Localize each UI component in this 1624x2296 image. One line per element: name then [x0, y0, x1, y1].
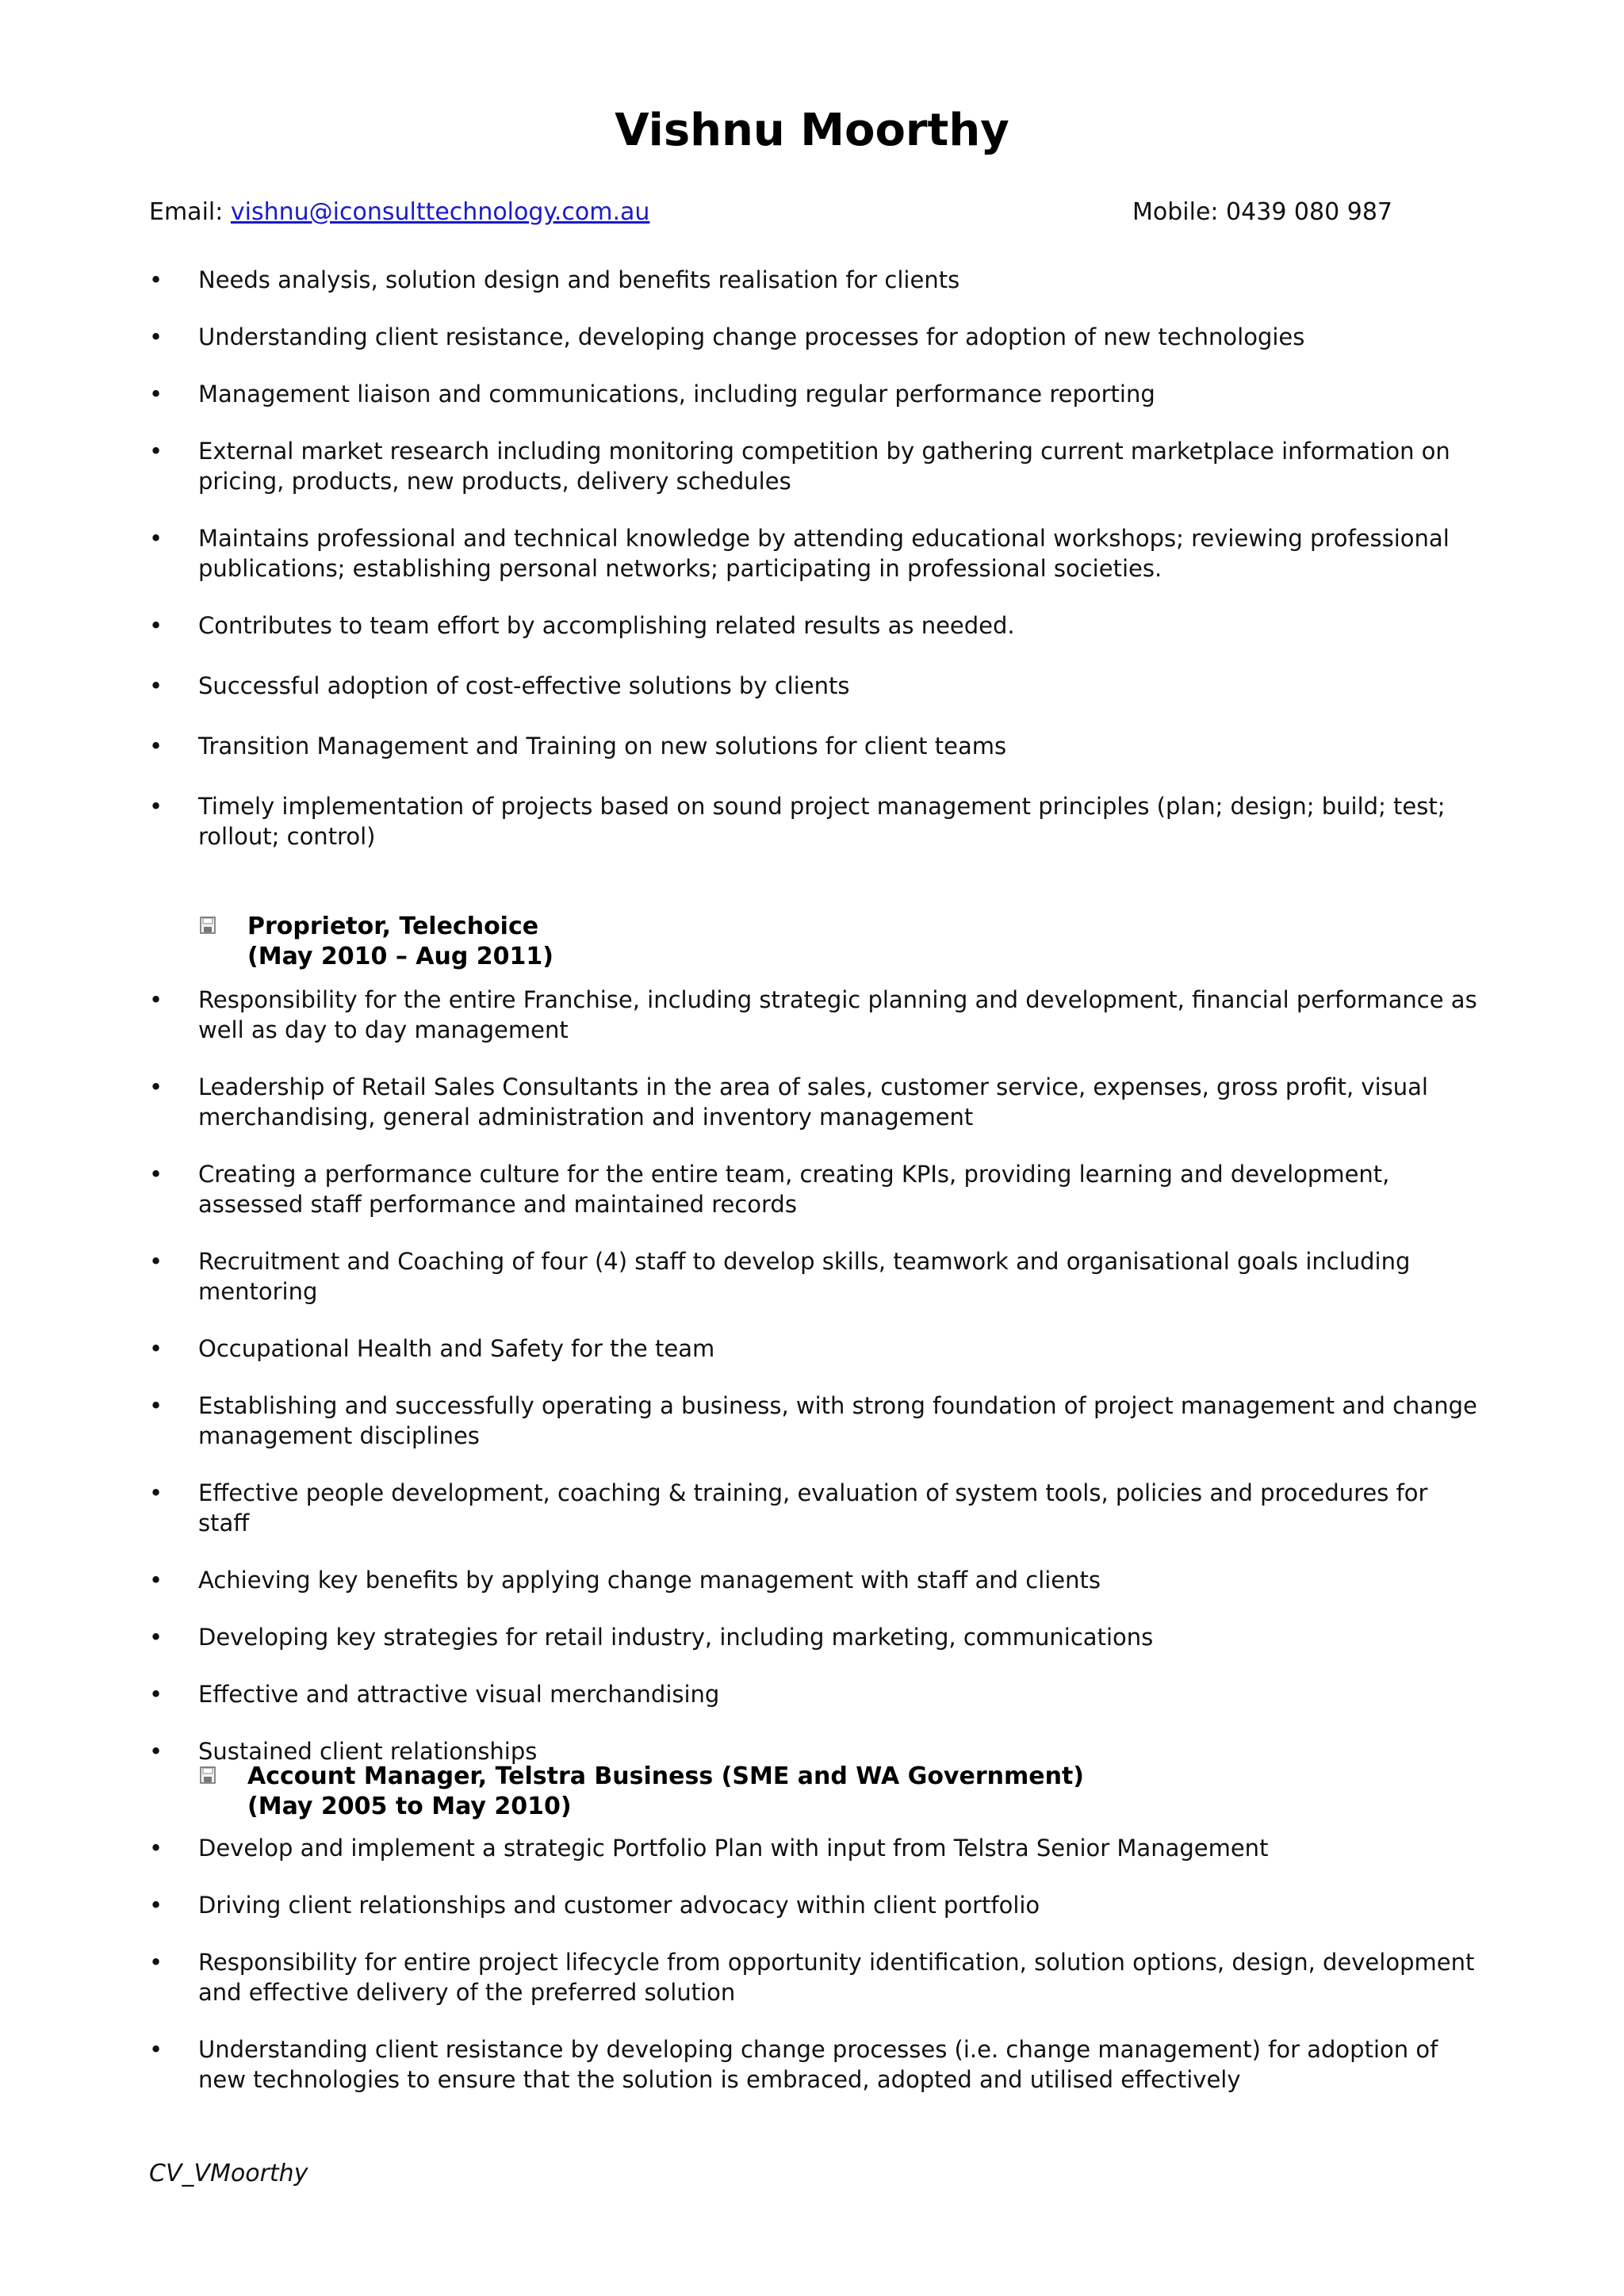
bullet-icon: •: [149, 381, 163, 408]
list-item-text: Developing key strategies for retail industry, including marketing, communications: [198, 1624, 1154, 1651]
bullet-icon: •: [149, 266, 163, 293]
list-item: [149, 1947, 1481, 2007]
mobile-number: Mobile: 0439 080 987: [1132, 198, 1392, 226]
list-item-text: External market research including monitoring competition by gathering current marketplace information on pricing, products, new products, delivery schedules: [198, 438, 1450, 495]
list-item: [149, 1334, 1481, 1364]
email-link[interactable]: vishnu@iconsulttechnology.com.au: [230, 198, 650, 226]
bullet-icon: •: [149, 1681, 163, 1708]
list-item-text: Develop and implement a strategic Portfolio Plan with input from Telstra Senior Management: [198, 1835, 1269, 1862]
list-item-text: Understanding client resistance by developing change processes (i.e. change management) for adoption of new technologies to ensure that the solution is embraced, adopted and utilised effectively: [198, 2036, 1438, 2093]
floppy-disk-icon: [200, 916, 216, 934]
list-item: [149, 1565, 1481, 1595]
bullet-icon: •: [149, 1248, 163, 1275]
bullet-icon: •: [149, 1479, 163, 1506]
list-item-text: Effective and attractive visual merchandising: [198, 1681, 720, 1708]
floppy-disk-icon: [200, 1766, 216, 1784]
list-item: [149, 731, 1481, 761]
bullet-icon: •: [149, 525, 163, 552]
list-item-text: Responsibility for entire project lifecycle from opportunity identification, solution options, design, development and effective delivery of the preferred solution: [198, 1949, 1475, 2006]
list-item-text: Establishing and successfully operating a business, with strong foundation of project management and change management disciplines: [198, 1392, 1477, 1449]
bullet-icon: •: [149, 2036, 163, 2063]
list-item-text: Effective people development, coaching & training, evaluation of system tools, policies and procedures for staff: [198, 1479, 1428, 1536]
bullet-icon: •: [149, 1161, 163, 1188]
list-item: [149, 379, 1481, 409]
bullet-icon: •: [149, 986, 163, 1013]
summary-bullet-list: [149, 265, 1481, 878]
list-item: [149, 985, 1481, 1045]
bullet-icon: •: [149, 733, 163, 760]
list-item-text: Understanding client resistance, developing change processes for adoption of new technologies: [198, 323, 1305, 350]
bullet-icon: •: [149, 1949, 163, 1976]
bullet-icon: •: [149, 1567, 163, 1594]
list-item: [149, 265, 1481, 295]
bullet-icon: •: [149, 438, 163, 465]
role-period: (May 2010 – Aug 2011): [247, 943, 553, 970]
role-title-block: [247, 912, 553, 972]
list-item-text: Successful adoption of cost-effective solutions by clients: [198, 672, 850, 699]
list-item-text: Timely implementation of projects based on sound project management principles (plan; design; build; test; rollout; control): [198, 793, 1446, 850]
list-item: [149, 1246, 1481, 1307]
list-item: [149, 1478, 1481, 1538]
list-item-text: Achieving key benefits by applying change management with staff and clients: [198, 1567, 1101, 1594]
list-item: [149, 791, 1481, 851]
telstra-bullet-list: [149, 1833, 1481, 2122]
bullet-icon: •: [149, 672, 163, 699]
list-item-text: Responsibility for the entire Franchise, including strategic planning and development, financial performance as well as day to day management: [198, 986, 1477, 1043]
list-item: [149, 2034, 1481, 2095]
bullet-icon: •: [149, 1892, 163, 1919]
bullet-icon: •: [149, 1835, 163, 1862]
bullet-icon: •: [149, 1335, 163, 1362]
email-row: [149, 197, 649, 228]
list-item-text: Recruitment and Coaching of four (4) staff to develop skills, teamwork and organisational goals including mentoring: [198, 1248, 1411, 1305]
bullet-icon: •: [149, 793, 163, 820]
telechoice-bullet-list: [149, 985, 1481, 1793]
list-item: [149, 1072, 1481, 1132]
list-item: [149, 1679, 1481, 1709]
list-item: [149, 1890, 1481, 1920]
bullet-icon: •: [149, 1738, 163, 1765]
candidate-name: Vishnu Moorthy: [615, 105, 1009, 156]
list-item: [149, 1833, 1481, 1863]
list-item-text: Occupational Health and Safety for the team: [198, 1335, 715, 1362]
bullet-icon: •: [149, 1073, 163, 1100]
list-item-text: Management liaison and communications, including regular performance reporting: [198, 381, 1155, 408]
list-item-text: Maintains professional and technical knowledge by attending educational workshops; reviewing professional publications; establishing personal networks; participating in professional societies.: [198, 525, 1450, 582]
role-period: (May 2005 to May 2010): [247, 1793, 572, 1820]
email-label: Email:: [149, 198, 231, 226]
role-title: Proprietor, Telechoice: [247, 913, 539, 940]
list-item: [149, 1391, 1481, 1451]
list-item: [149, 610, 1481, 641]
list-item: [149, 671, 1481, 701]
list-item: [149, 1159, 1481, 1219]
list-item-text: Leadership of Retail Sales Consultants in the area of sales, customer service, expenses, gross profit, visual merchandising, general administration and inventory management: [198, 1073, 1428, 1131]
list-item: [149, 1622, 1481, 1652]
list-item-text: Contributes to team effort by accomplishing related results as needed.: [198, 612, 1015, 639]
role-title-block: [247, 1762, 1084, 1822]
bullet-icon: •: [149, 323, 163, 350]
document-footer: CV_VMoorthy: [149, 2160, 308, 2187]
list-item: [149, 523, 1481, 584]
bullet-icon: •: [149, 1624, 163, 1651]
list-item-text: Driving client relationships and customer advocacy within client portfolio: [198, 1892, 1040, 1919]
list-item-text: Transition Management and Training on new solutions for client teams: [198, 733, 1007, 760]
list-item-text: Needs analysis, solution design and benefits realisation for clients: [198, 266, 960, 293]
list-item: [149, 322, 1481, 352]
list-item-text: Creating a performance culture for the entire team, creating KPIs, providing learning and development, assessed staff performance and maintained records: [198, 1161, 1390, 1218]
role-title: Account Manager, Telstra Business (SME and WA Government): [247, 1762, 1084, 1790]
bullet-icon: •: [149, 612, 163, 639]
list-item-text: Sustained client relationships: [198, 1738, 538, 1765]
list-item: [149, 436, 1481, 496]
bullet-icon: •: [149, 1392, 163, 1419]
